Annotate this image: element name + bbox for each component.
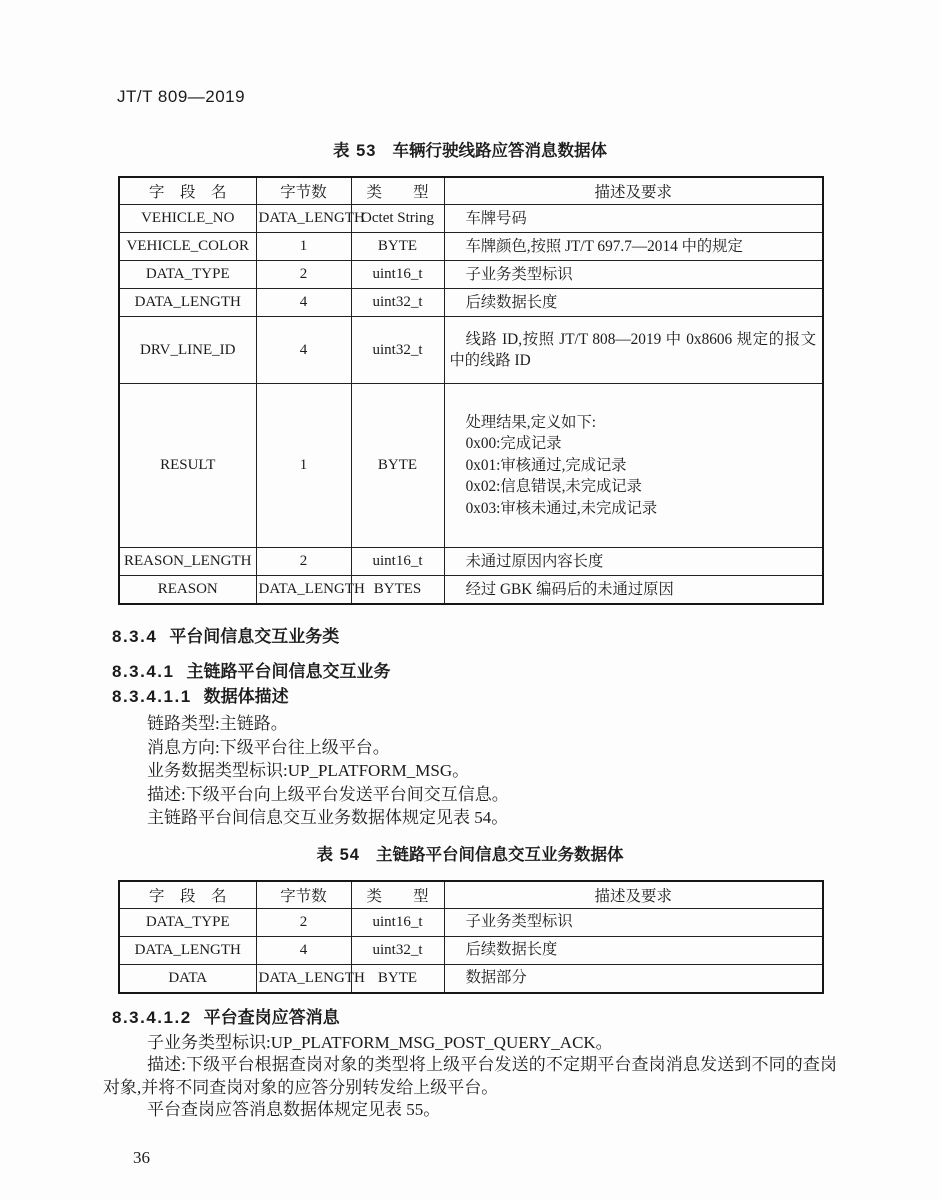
cell-desc xyxy=(444,317,823,384)
cell-desc xyxy=(444,289,823,317)
cell-type: uint16_t xyxy=(351,548,444,576)
desc-line: 后续数据长度 xyxy=(465,941,558,959)
table-row xyxy=(119,261,823,289)
body-paragraph: 平台查岗应答消息数据体规定见表 55。 xyxy=(147,1100,441,1119)
table53-title xyxy=(103,142,837,160)
cell-type: uint32_t xyxy=(351,317,444,384)
table-row xyxy=(119,233,823,261)
body-paragraph: 主链路平台间信息交互业务数据体规定见表 54。 xyxy=(147,808,509,827)
cell-field: DATA xyxy=(119,964,256,993)
cell-type: BYTE xyxy=(351,384,444,548)
cell-desc xyxy=(444,936,823,964)
desc-line: 0x00:完成记录 xyxy=(465,435,562,453)
cell-field: REASON xyxy=(119,576,256,605)
table-53 xyxy=(118,176,824,605)
column-header: 字节数 xyxy=(256,881,351,909)
cell-desc xyxy=(444,576,823,605)
cell-bytes: 1 xyxy=(256,233,351,261)
cell-bytes: 4 xyxy=(256,289,351,317)
running-head: JT/T 809—2019 xyxy=(117,87,246,106)
cell-bytes: 1 xyxy=(256,384,351,548)
cell-bytes: 2 xyxy=(256,548,351,576)
cell-type: BYTES xyxy=(351,576,444,605)
body-paragraph: 消息方向:下级平台往上级平台。 xyxy=(147,737,390,757)
cell-desc xyxy=(444,261,823,289)
cell-field: VEHICLE_COLOR xyxy=(119,233,256,261)
body-paragraph: 子业务类型标识:UP_PLATFORM_MSG_POST_QUERY_ACK。 xyxy=(147,1032,613,1052)
table53-title-text: 车辆行驶线路应答消息数据体 xyxy=(392,142,607,160)
column-header: 字 段 名 xyxy=(119,177,256,205)
table-header-row xyxy=(119,177,823,205)
cell-bytes: 4 xyxy=(256,936,351,964)
cell-desc xyxy=(444,964,823,993)
table53-label: 表 53 xyxy=(333,142,377,160)
cell-bytes: DATA_LENGTH xyxy=(256,576,351,605)
cell-bytes: DATA_LENGTH xyxy=(256,964,351,993)
body-paragraph: 描述:下级平台向上级平台发送平台间交互信息。 xyxy=(147,784,509,804)
cell-type: BYTE xyxy=(351,233,444,261)
section-heading-8-3-4 xyxy=(112,627,837,647)
cell-field: DATA_LENGTH xyxy=(119,936,256,964)
section-8-3-4-1-2-paragraphs xyxy=(103,1032,837,1122)
section-number: 8.3.4.1 xyxy=(112,662,175,681)
table54-label: 表 54 xyxy=(316,845,360,864)
table-row xyxy=(119,964,823,993)
column-header: 描述及要求 xyxy=(444,881,823,909)
table54-title xyxy=(103,846,837,864)
section-heading-8-3-4-1-2 xyxy=(112,1008,837,1028)
section-title: 平台间信息交互业务类 xyxy=(169,627,340,646)
cell-field: RESULT xyxy=(119,384,256,548)
cell-field: DATA_TYPE xyxy=(119,908,256,936)
cell-desc xyxy=(444,548,823,576)
table-row xyxy=(119,936,823,964)
desc-line: 后续数据长度 xyxy=(465,293,558,311)
table-row xyxy=(119,548,823,576)
cell-field: DATA_TYPE xyxy=(119,261,256,289)
body-paragraph: 业务数据类型标识:UP_PLATFORM_MSG。 xyxy=(147,761,470,780)
cell-desc xyxy=(444,233,823,261)
desc-line: 经过 GBK 编码后的未通过原因 xyxy=(465,580,674,598)
table-row xyxy=(119,384,823,548)
column-header: 类 型 xyxy=(351,177,444,205)
section-number: 8.3.4 xyxy=(112,627,158,646)
desc-line: 子业务类型标识 xyxy=(465,913,573,931)
cell-bytes: 2 xyxy=(256,261,351,289)
table-row xyxy=(119,289,823,317)
desc-line: 数据部分 xyxy=(465,969,527,987)
column-header: 类 型 xyxy=(351,881,444,909)
table54-title-text: 主链路平台间信息交互业务数据体 xyxy=(375,845,624,864)
column-header: 字 段 名 xyxy=(119,881,256,909)
cell-desc xyxy=(444,205,823,233)
column-header: 字节数 xyxy=(256,177,351,205)
section-title: 主链路平台间信息交互业务 xyxy=(186,662,391,681)
cell-type: BYTE xyxy=(351,964,444,993)
table-54 xyxy=(118,880,824,994)
body-paragraph: 描述:下级平台根据查岗对象的类型将上级平台发送的不定期平台查岗消息发送到不同的查岗对象,并将不同查岗对象的应答分别转发给上级平台。 xyxy=(103,1055,837,1097)
section-number: 8.3.4.1.1 xyxy=(112,687,192,706)
section-heading-8-3-4-1 xyxy=(112,662,837,682)
table-row xyxy=(119,576,823,605)
body-paragraph: 链路类型:主链路。 xyxy=(147,714,288,733)
cell-type: uint32_t xyxy=(351,936,444,964)
desc-line: 车牌号码 xyxy=(465,209,527,227)
cell-field: VEHICLE_NO xyxy=(119,205,256,233)
cell-bytes: DATA_LENGTH xyxy=(256,205,351,233)
section-title: 数据体描述 xyxy=(203,687,289,706)
page-number: 36 xyxy=(133,1147,150,1167)
cell-desc xyxy=(444,908,823,936)
cell-type: uint32_t xyxy=(351,289,444,317)
cell-bytes: 4 xyxy=(256,317,351,384)
cell-type: uint16_t xyxy=(351,261,444,289)
section-heading-8-3-4-1-1 xyxy=(112,687,837,707)
table-row xyxy=(119,908,823,936)
section-title: 平台查岗应答消息 xyxy=(203,1007,340,1027)
cell-field: DRV_LINE_ID xyxy=(119,317,256,384)
cell-field: DATA_LENGTH xyxy=(119,289,256,317)
cell-field: REASON_LENGTH xyxy=(119,548,256,576)
table-row xyxy=(119,317,823,384)
column-header: 描述及要求 xyxy=(444,177,823,205)
desc-line: 线路 ID,按照 JT/T 808—2019 中 0x8606 规定的报文中的线路 ID xyxy=(449,330,816,369)
desc-line: 0x03:审核未通过,未完成记录 xyxy=(465,499,658,517)
cell-type: uint16_t xyxy=(351,908,444,936)
desc-line: 处理结果,定义如下: xyxy=(465,413,597,431)
cell-desc xyxy=(444,384,823,548)
section-number: 8.3.4.1.2 xyxy=(112,1007,192,1027)
desc-line: 0x01:审核通过,完成记录 xyxy=(465,456,627,474)
section-8-3-4-1-1-paragraphs xyxy=(103,712,837,830)
cell-bytes: 2 xyxy=(256,908,351,936)
desc-line: 车牌颜色,按照 JT/T 697.7—2014 中的规定 xyxy=(465,237,743,255)
cell-type: Octet String xyxy=(351,205,444,233)
desc-line: 子业务类型标识 xyxy=(465,265,573,283)
desc-line: 未通过原因内容长度 xyxy=(465,552,604,570)
table-header-row xyxy=(119,881,823,909)
desc-line: 0x02:信息错误,未完成记录 xyxy=(465,478,642,496)
table-row xyxy=(119,205,823,233)
